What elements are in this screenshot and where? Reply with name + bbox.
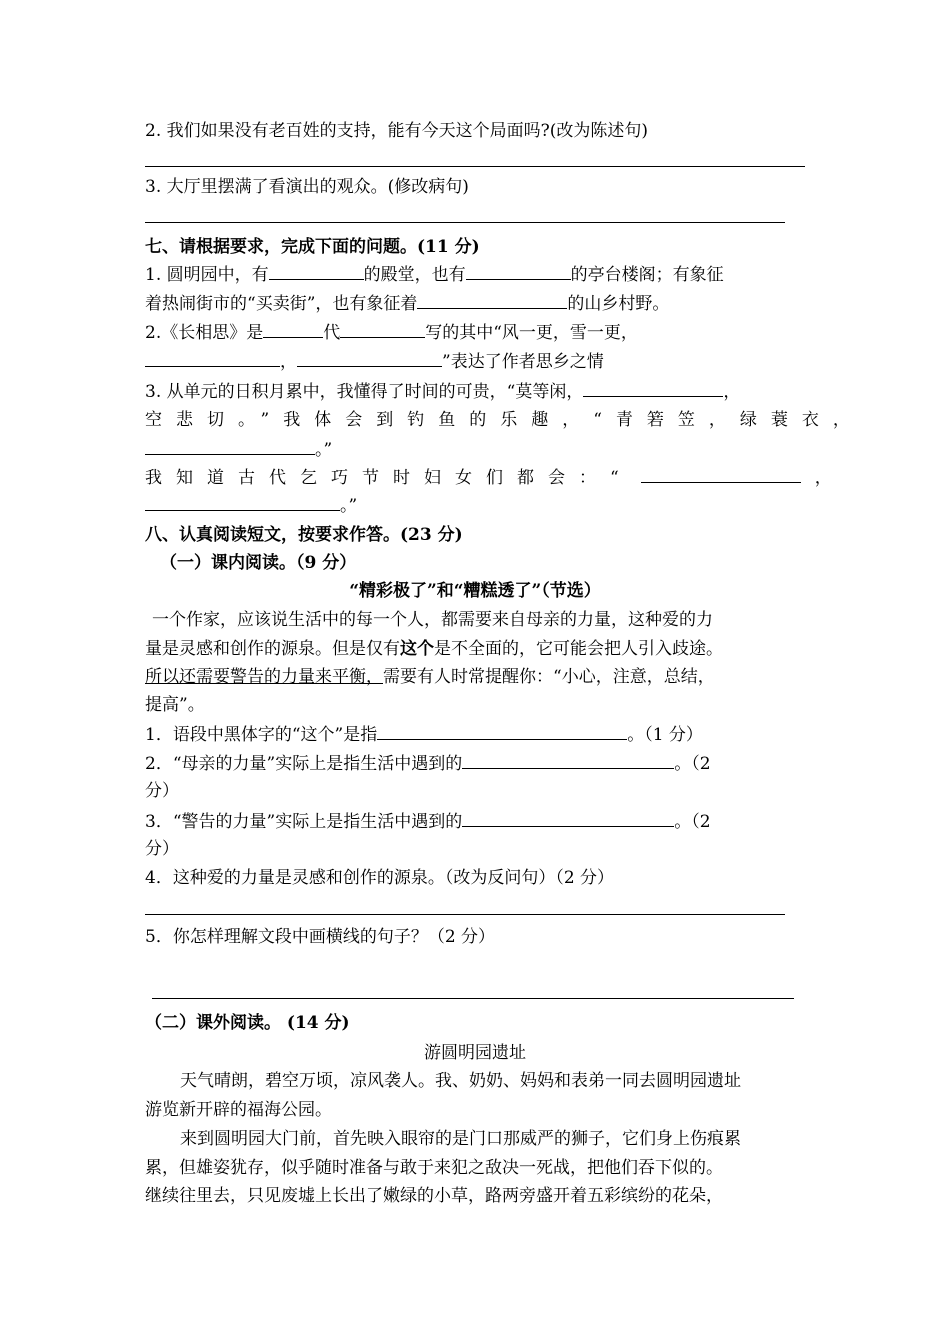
answer-line[interactable] (145, 166, 805, 167)
s7-q3-line4 (145, 466, 832, 489)
reading-line: 累，但雄姿犹存，似乎随时准备与敢于来犯之敌决一死战，把他们吞下似的。 (145, 1158, 723, 1178)
s8-q3-cont: 分） (145, 839, 179, 859)
text: 1．语段中黑体字的“这个”是指 (145, 725, 378, 745)
answer-line[interactable] (152, 998, 794, 999)
text: 3．“警告的力量”实际上是指生活中遇到的 (145, 812, 463, 832)
s6-question-2: 2. 我们如果没有老百姓的支持，能有今天这个局面吗?(改为陈述句) (145, 121, 649, 141)
s8-q4: 4．这种爱的力量是灵感和创作的源泉。（改为反问句）（2 分） (145, 868, 615, 888)
reading-line: 来到圆明园大门前，首先映入眼帘的是门口那威严的狮子，它们身上伤痕累 (180, 1129, 741, 1149)
s7-q1-line2 (145, 292, 669, 315)
text: 。（2 (674, 754, 711, 774)
fill-blank[interactable] (466, 263, 571, 280)
fill-blank[interactable] (462, 752, 674, 769)
text: ， (723, 382, 741, 402)
text: 2．“母亲的力量”实际上是指生活中遇到的 (145, 754, 463, 774)
passage-line: 一个作家，应该说生活中的每一个人，都需要来自母亲的力量，这种爱的力 (152, 610, 713, 630)
s7-q2-line2 (145, 350, 604, 373)
text: ”表达了作者思乡之情 (442, 352, 604, 372)
reading-title: 游圆明园遗址 (424, 1043, 526, 1063)
fill-blank[interactable] (145, 494, 340, 511)
text: 的山乡村野。 (567, 294, 670, 314)
bold-text: 这个 (400, 639, 434, 659)
fill-blank[interactable] (297, 350, 442, 367)
text: 的亭台楼阁；有象征 (570, 265, 724, 285)
s8-q5: 5．你怎样理解文段中画横线的句子？（2 分） (145, 927, 496, 947)
passage-line: 提高”。 (145, 695, 205, 715)
reading-line: 游览新开辟的福海公园。 (145, 1100, 332, 1120)
underlined-sentence: 所以还需要警告的力量来平衡， (145, 667, 383, 687)
text: ， (280, 352, 297, 372)
text: 。（2 (674, 812, 711, 832)
text: 3. 从单元的日积月累中，我懂得了时间的可贵，“莫等闲， (145, 382, 584, 402)
part-2-heading: （二）课外阅读。 (14 分) (145, 1013, 350, 1033)
text: 1. 圆明园中，有 (145, 265, 269, 285)
s7-q3-line3 (145, 438, 332, 461)
s8-q3 (145, 810, 711, 833)
text: 。（1 分） (627, 725, 703, 745)
text: 量是灵感和创作的源泉。但是仅有 (145, 639, 400, 659)
s7-q3-line5 (145, 494, 357, 517)
s7-q2-line1 (145, 321, 638, 344)
s7-q1-line1 (145, 263, 724, 286)
fill-blank[interactable] (377, 723, 627, 740)
section-8-heading: 八、认真阅读短文，按要求作答。(23 分) (145, 525, 463, 545)
reading-line: 天气晴朗，碧空万顷，凉风袭人。我、奶奶、妈妈和表弟一同去圆明园遗址 (180, 1071, 741, 1091)
text: 空悲切。”我体会到钓鱼的乐趣，“青箬笠，绿蓑衣， (145, 410, 864, 430)
s8-q2 (145, 752, 711, 775)
answer-line[interactable] (145, 914, 785, 915)
fill-blank[interactable] (583, 380, 723, 397)
answer-line[interactable] (145, 222, 785, 223)
text: 代 (323, 323, 341, 343)
text: 。” (340, 496, 358, 516)
text: ， (814, 468, 832, 488)
text: 需要有人时常提醒你：“小心，注意，总结， (383, 667, 715, 687)
s7-q3-line1 (145, 380, 740, 403)
s7-q3-line2 (145, 409, 864, 431)
reading-line: 继续往里去，只见废墟上长出了嫩绿的小草，路两旁盛开着五彩缤纷的花朵， (145, 1186, 723, 1206)
s8-q2-cont: 分） (145, 781, 179, 801)
fill-blank[interactable] (145, 350, 280, 367)
fill-blank[interactable] (263, 321, 323, 338)
s8-q1 (145, 723, 703, 746)
fill-blank[interactable] (269, 263, 364, 280)
passage-line (145, 638, 723, 660)
text: 。” (315, 440, 333, 460)
fill-blank[interactable] (340, 321, 425, 338)
text: 是不全面的，它可能会把人引入歧途。 (434, 639, 723, 659)
text: 2.《长相思》是 (145, 323, 264, 343)
passage-title: “精彩极了”和“糟糕透了”（节选） (349, 581, 601, 601)
fill-blank[interactable] (145, 438, 315, 455)
text: 我知道古代乞巧节时妇女们都会：“ (145, 468, 633, 488)
fill-blank[interactable] (641, 466, 801, 483)
passage-line (145, 666, 715, 688)
text: 的殿堂，也有 (363, 265, 466, 285)
text: 写的其中“风一更，雪一更， (425, 323, 638, 343)
s6-question-3: 3. 大厅里摆满了看演出的观众。(修改病句) (145, 177, 469, 197)
fill-blank[interactable] (417, 292, 567, 309)
fill-blank[interactable] (462, 810, 674, 827)
part-1-heading: （一）课内阅读。（9 分） (160, 553, 357, 573)
text: 着热闹街市的“买卖街”，也有象征着 (145, 294, 418, 314)
section-7-heading: 七、请根据要求，完成下面的问题。(11 分) (145, 237, 480, 257)
